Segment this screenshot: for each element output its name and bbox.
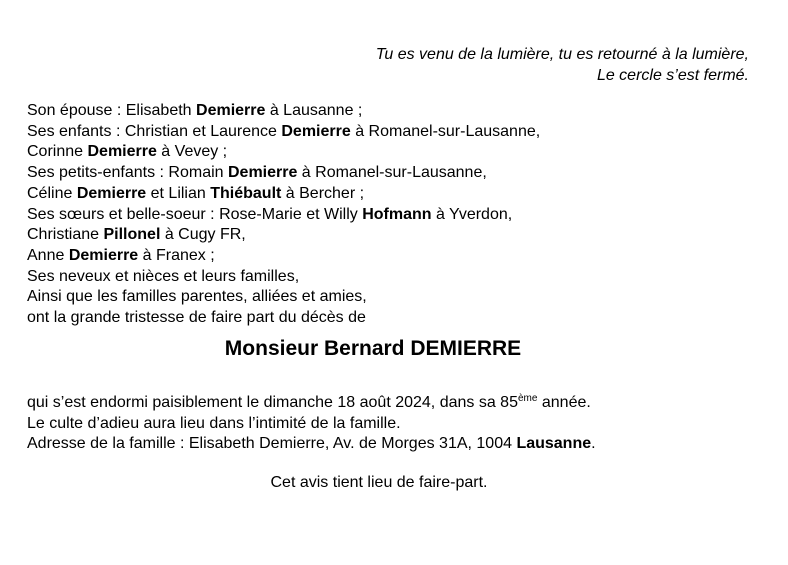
text-segment: à Bercher ; (281, 184, 365, 202)
closing-note: Cet avis tient lieu de faire-part. (270, 474, 488, 491)
text-segment: ont la grande tristesse de faire part du décès de (27, 309, 366, 327)
text-segment: Ses neveux et nièces et leurs familles, (27, 267, 300, 285)
text-line (27, 246, 540, 267)
surname-bold: Hofmann (362, 205, 432, 223)
text-segment: à Romanel-sur-Lausanne, (297, 164, 487, 182)
text-segment: à Yverdon, (431, 205, 513, 223)
text-segment: Ses petits-enfants : Romain (27, 164, 228, 182)
text-segment: et Lilian (146, 184, 211, 202)
text-segment: Corinne (27, 143, 88, 161)
text-line (27, 393, 596, 414)
text-segment: à Romanel-sur-Lausanne, (350, 122, 541, 140)
text-line (27, 101, 540, 122)
text-segment: à Franex ; (138, 246, 215, 264)
text-segment: . (591, 435, 596, 453)
text-segment: qui s’est endormi paisiblement le dimanche 18 août 2024, dans sa 85 (27, 394, 518, 411)
text-line (27, 205, 540, 226)
text-segment: Ainsi que les familles parentes, alliées et amies, (27, 288, 367, 306)
surname-bold: Demierre (196, 102, 266, 119)
text-segment: Adresse de la famille : Elisabeth Demierre, Av. de Morges 31A, 1004 (27, 435, 517, 453)
surname-bold: Demierre (281, 122, 351, 140)
text-segment: Anne (27, 246, 69, 264)
text-line (27, 184, 540, 205)
text-segment: Le culte d’adieu aura lieu dans l’intimité de la famille. (27, 414, 401, 432)
surname-bold: Lausanne (516, 435, 592, 453)
surname-bold: Thiébault (210, 184, 282, 202)
epigraph-line-1: Tu es venu de la lumière, tu es retourné à la lumière, (375, 46, 749, 63)
text-segment: Céline (27, 184, 77, 202)
funeral-details (27, 393, 596, 455)
text-segment: Ses sœurs et belle-soeur : Rose-Marie et Willy (27, 205, 363, 223)
text-segment: Son épouse : Elisabeth (27, 102, 197, 119)
surname-bold: Demierre (68, 246, 139, 264)
text-line (27, 142, 540, 163)
ordinal-superscript: ème (517, 393, 538, 404)
text-line (27, 163, 540, 184)
text-line (27, 122, 540, 143)
text-segment: à Vevey ; (156, 143, 228, 161)
text-segment: année. (537, 394, 591, 411)
surname-bold: Demierre (227, 164, 298, 182)
epigraph-line-2: Le cercle s’est fermé. (596, 67, 749, 84)
surname-bold: Demierre (76, 184, 147, 202)
text-segment: Christiane (27, 226, 104, 244)
text-line (27, 308, 540, 329)
text-line (27, 225, 540, 246)
text-segment: à Lausanne ; (265, 102, 363, 119)
text-line (27, 287, 540, 308)
epigraph (376, 44, 749, 86)
deceased-name-title: Monsieur Bernard DEMIERRE (224, 337, 522, 360)
text-segment: Ses enfants : Christian et Laurence (27, 122, 282, 140)
text-line (27, 414, 596, 435)
text-segment: à Cugy FR, (160, 226, 246, 244)
surname-bold: Demierre (87, 143, 157, 161)
text-line (27, 267, 540, 288)
surname-bold: Pillonel (103, 226, 161, 244)
family-announcement (27, 101, 540, 329)
text-line (27, 434, 596, 455)
